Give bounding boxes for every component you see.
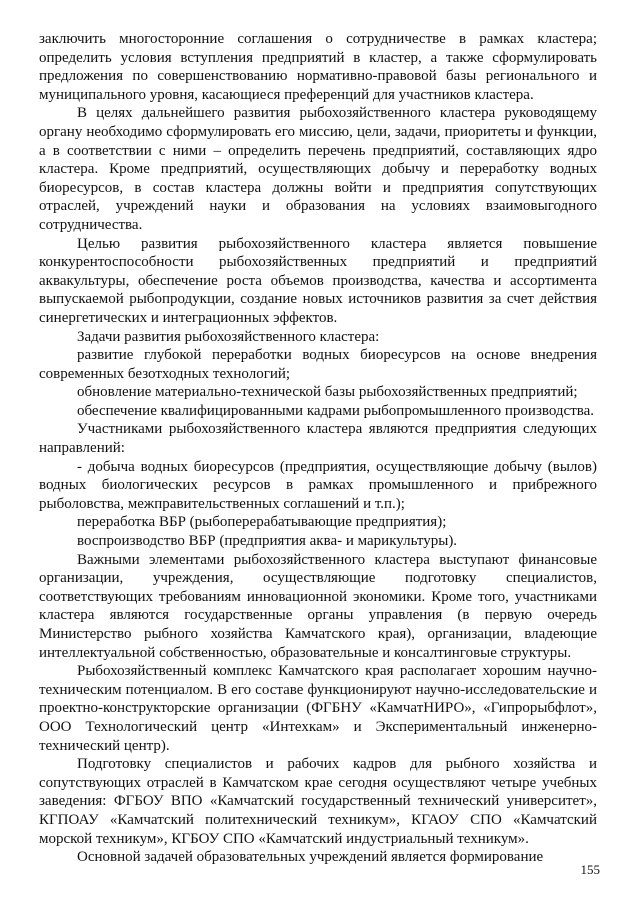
paragraph-6: обновление материально-технической базы рыбохозяйственных предприятий; (77, 384, 578, 401)
paragraph-1: заключить многосторонние соглашения о сотрудничестве в рамках кластера; определить условия вступления предприятий в кластер, а также сформулировать предложения по совершенствованию нормативно-правовой базы регионального и муниципального уровня, касающиеся преференций для участников кластера. (39, 31, 597, 103)
paragraph-7: обеспечение квалифицированными кадрами рыбопромышленного производства. (77, 402, 595, 419)
paragraph-13: Рыбохозяйственный комплекс Камчатского края располагает хорошим научно-техническим потенциалом. В его составе функционируют научно-исследовательские и проектно-конструкторские организации (ФГБНУ «КамчатНИРО», «Гипрорыбфлот», ООО Технологический центр «Интехкам» и Экспериментальный инженерно-технический центр). (39, 663, 597, 754)
paragraph-2: В целях дальнейшего развития рыбохозяйственного кластера руководящему органу необходимо сформулировать его миссию, цели, задачи, приоритеты и функции, а в соответствии с ними – определить перечень предприятий, составляющих ядро кластера. Кроме предприятий, осуществляющих добычу и переработку водных биоресурсов, в состав кластера должны войти и предприятия сопутствующих отраслей, учреждений науки и образования на условиях взаимовыгодного сотрудничества. (39, 105, 597, 233)
body-text (39, 30, 597, 867)
paragraph-14: Подготовку специалистов и рабочих кадров для рыбного хозяйства и сопутствующих отраслей в Камчатском крае сегодня осуществляют четыре учебных заведения: ФГБОУ ВПО «Камчатский государственный технический университет», КГПОАУ «Камчатский политехнический техникум», КГАОУ СПО «Камчатский морской техникум», КГБОУ СПО «Камчатский индустриальный техникум». (39, 756, 597, 847)
paragraph-11: воспроизводство ВБР (предприятия аква- и марикультуры). (77, 533, 458, 550)
paragraph-8: Участниками рыбохозяйственного кластера являются предприятия следующих направлений: (39, 421, 597, 457)
paragraph-4: Задачи развития рыбохозяйственного кластера: (77, 328, 380, 345)
paragraph-9: - добыча водных биоресурсов (предприятия, осуществляющие добычу (вылов) водных биологических ресурсов в рамках промышленного и прибрежного рыболовства, межправительственных соглашений и т.п.); (39, 458, 597, 512)
paragraph-10: переработка ВБР (рыбоперерабатывающие предприятия); (77, 514, 447, 531)
paragraph-15: Основной задачей образовательных учреждений является формирование (77, 849, 544, 866)
paragraph-12: Важными элементами рыбохозяйственного кластера выступают финансовые организации, учреждения, осуществляющие подготовку специалистов, соответствующих требованиям инновационной экономики. Кроме того, участниками кластера являются государственные органы управления (в первую очередь Министерство рыбного хозяйства Камчатского края), организации, владеющие интеллектуальной собственностью, образовательные и консалтинговые структуры. (39, 551, 597, 661)
paragraph-3: Целью развития рыбохозяйственного кластера является повышение конкурентоспособности рыбохозяйственных предприятий и предприятий аквакультуры, обеспечение роста объемов производства, качества и ассортимента выпускаемой рыбопродукции, создание новых источников развития за счет действия синергетических и интеграционных эффектов. (39, 235, 597, 326)
page-number: 155 (580, 862, 600, 877)
paragraph-5: развитие глубокой переработки водных биоресурсов на основе внедрения современных безотходных технологий; (39, 347, 597, 382)
